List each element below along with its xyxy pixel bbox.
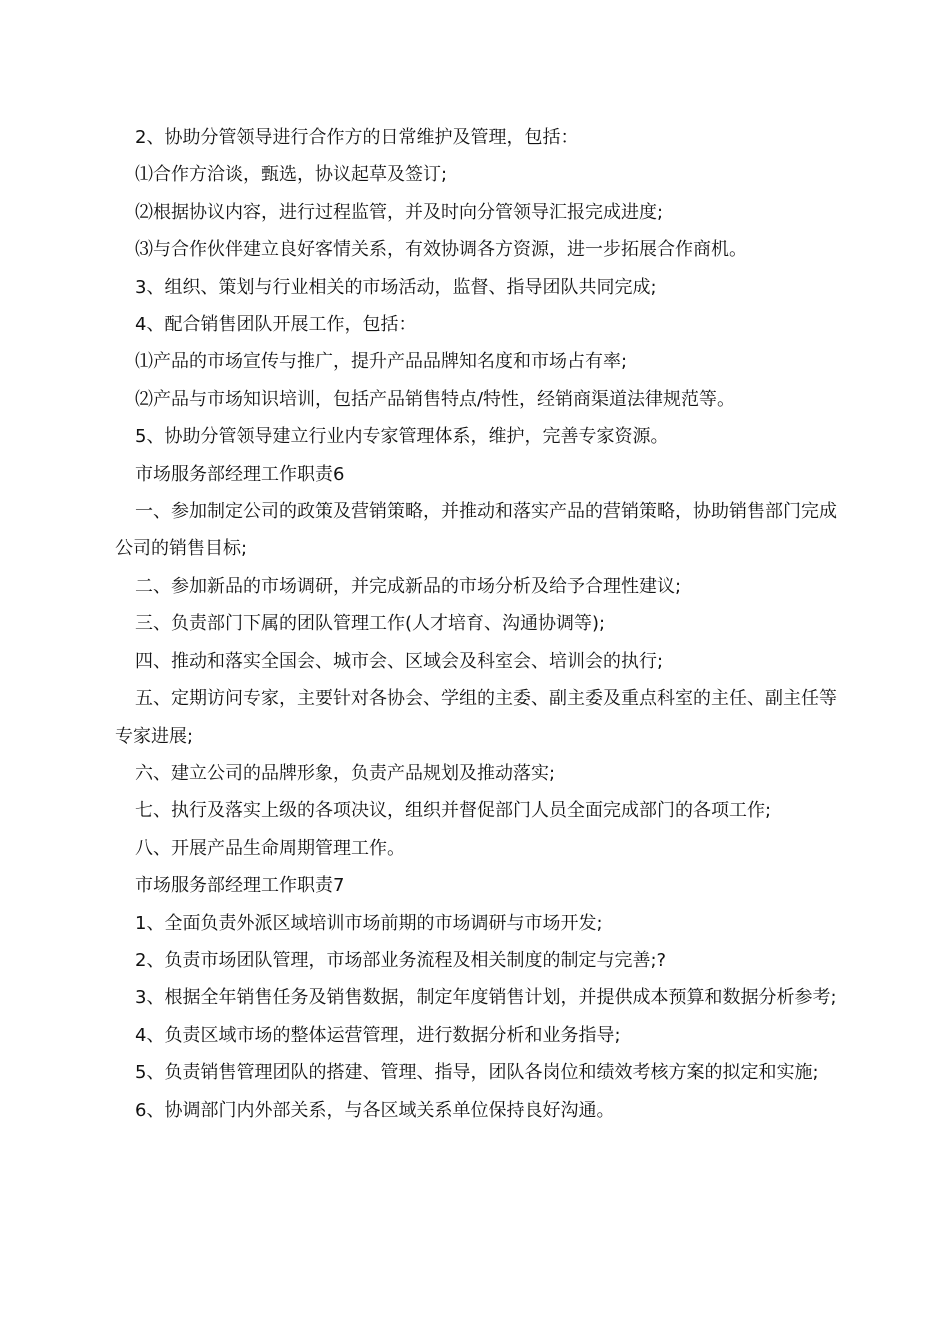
paragraph: 一、参加制定公司的政策及营销策略，并推动和落实产品的营销策略，协助销售部门完成公司的销售目标;	[115, 501, 837, 560]
paragraph: 四、推动和落实全国会、城市会、区域会及科室会、培训会的执行;	[135, 650, 664, 672]
paragraph: 3、组织、策划与行业相关的市场活动，监督、指导团队共同完成;	[135, 276, 657, 298]
paragraph: 六、建立公司的品牌形象，负责产品规划及推动落实;	[135, 762, 556, 784]
paragraph: 5、负责销售管理团队的搭建、管理、指导，团队各岗位和绩效考核方案的拟定和实施;	[135, 1062, 819, 1084]
paragraph: 2、负责市场团队管理，市场部业务流程及相关制度的制定与完善;?	[135, 949, 667, 971]
document-body	[115, 119, 837, 1129]
paragraph: 三、负责部门下属的团队管理工作(人才培育、沟通协调等);	[135, 613, 606, 635]
paragraph: ⑵产品与市场知识培训，包括产品销售特点/特性，经销商渠道法律规范等。	[135, 388, 736, 410]
paragraph: ⑴合作方洽谈，甄选，协议起草及签订;	[135, 164, 448, 186]
paragraph: 6、协调部门内外部关系，与各区域关系单位保持良好沟通。	[135, 1099, 615, 1121]
paragraph: 八、开展产品生命周期管理工作。	[135, 837, 405, 859]
paragraph: ⑶与合作伙伴建立良好客情关系，有效协调各方资源，进一步拓展合作商机。	[135, 239, 747, 261]
paragraph: 七、执行及落实上级的各项决议，组织并督促部门人员全面完成部门的各项工作;	[135, 800, 772, 822]
paragraph: ⑴产品的市场宣传与推广，提升产品品牌知名度和市场占有率;	[135, 351, 628, 373]
paragraph: 二、参加新品的市场调研，并完成新品的市场分析及给予合理性建议;	[135, 575, 682, 597]
section-heading: 市场服务部经理工作职责7	[135, 875, 345, 897]
paragraph: 4、配合销售团队开展工作，包括：	[135, 314, 417, 336]
paragraph: 五、定期访问专家，主要针对各协会、学组的主委、副主委及重点科室的主任、副主任等专家进展;	[115, 688, 837, 747]
paragraph: 4、负责区域市场的整体运营管理，进行数据分析和业务指导;	[135, 1024, 621, 1046]
paragraph: 1、全面负责外派区域培训市场前期的市场调研与市场开发;	[135, 912, 603, 934]
section-heading: 市场服务部经理工作职责6	[135, 463, 345, 485]
paragraph: 3、根据全年销售任务及销售数据，制定年度销售计划，并提供成本预算和数据分析参考;	[135, 987, 837, 1009]
paragraph: 2、协助分管领导进行合作方的日常维护及管理，包括：	[135, 127, 579, 148]
paragraph: 5、协助分管领导建立行业内专家管理体系，维护，完善专家资源。	[135, 426, 669, 448]
paragraph: ⑵根据协议内容，进行过程监管，并及时向分管领导汇报完成进度;	[135, 201, 664, 223]
